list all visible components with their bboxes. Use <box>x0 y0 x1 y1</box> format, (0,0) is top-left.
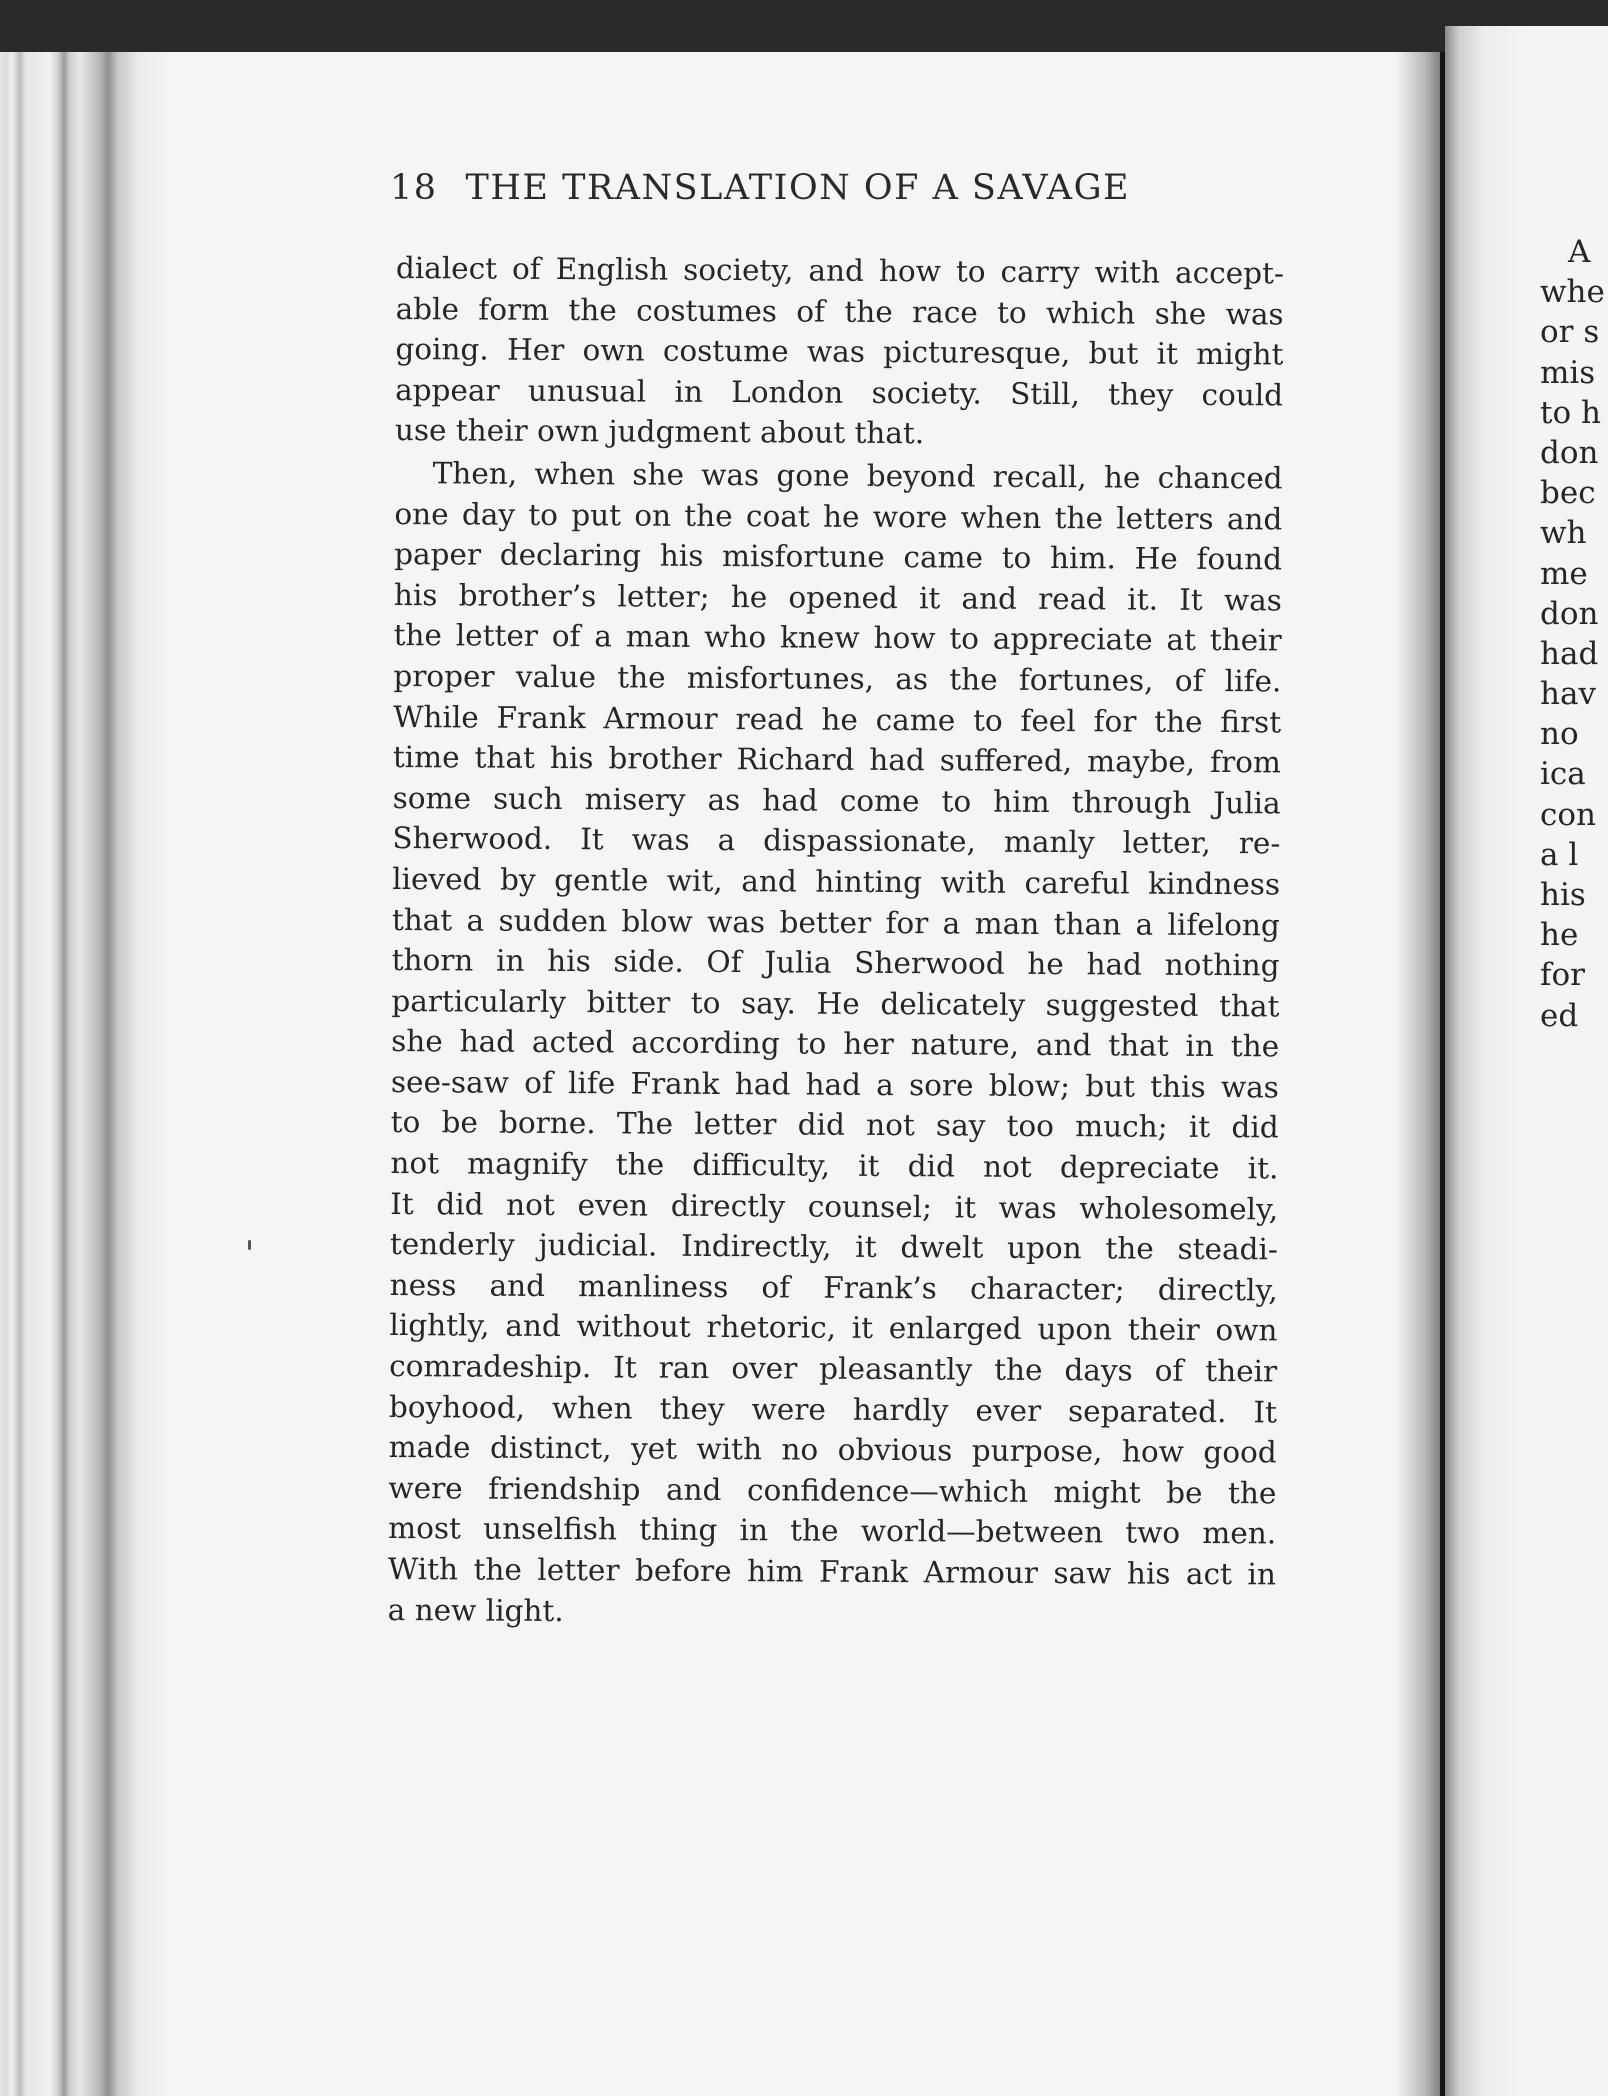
text-line: While Frank Armour read he came to feel for the first <box>393 699 1282 739</box>
text-line: to be borne. The letter did not say too much; it did <box>390 1105 1279 1145</box>
facing-page-line: no <box>1540 716 1579 753</box>
facing-page-line: to h <box>1540 394 1601 431</box>
text-line: lieved by gentle wit, and hinting with careful kindness <box>392 861 1281 902</box>
facing-page-line: whe <box>1540 274 1605 311</box>
facing-page-line: mis <box>1540 354 1596 391</box>
text-line: paper declaring his misfortune came to him. He found <box>394 537 1283 577</box>
text-line: Sherwood. It was a dispassionate, manly letter, re- <box>392 821 1281 861</box>
facing-page-line: his <box>1540 877 1586 913</box>
text-line: made distinct, yet with no obvious purpose, how good <box>388 1430 1277 1470</box>
text-line: tenderly judicial. Indirectly, it dwelt upon the steadi- <box>389 1227 1279 1267</box>
text-line: boyhood, when they were hardly ever separated. It <box>388 1389 1278 1430</box>
text-line: some such misery as had come to him through Julia <box>392 780 1281 821</box>
facing-page-line: ica <box>1540 756 1586 793</box>
text-line: able form the costumes of the race to which she was <box>395 291 1284 332</box>
page-edges <box>0 52 170 2096</box>
body-text <box>388 248 1284 1636</box>
text-line: one day to put on the coat he wore when the letters and <box>394 496 1283 536</box>
facing-page-line: don <box>1540 595 1599 632</box>
text-line: dialect of English society, and how to carry with accept- <box>395 250 1284 291</box>
facing-page-line: don <box>1540 434 1599 471</box>
text-line: use their own judgment about that. <box>394 413 925 451</box>
text-line: comradeship. It ran over pleasantly the days of their <box>389 1349 1278 1389</box>
text-line: the letter of a man who knew how to appreciate at their <box>393 618 1282 658</box>
text-line: thorn in his side. Of Julia Sherwood he had nothing <box>391 943 1280 983</box>
facing-page-line: me <box>1540 555 1588 592</box>
text-line: proper value the misfortunes, as the fortunes, of life. <box>393 658 1282 699</box>
text-line: It did not even directly counsel; it was wholesomely, <box>390 1186 1279 1227</box>
facing-page-line: a l <box>1540 836 1579 873</box>
text-line: With the letter before him Frank Armour saw his act in <box>387 1551 1277 1592</box>
text-line: his brother’s letter; he opened it and read it. It was <box>393 577 1282 618</box>
page-number: 18 <box>390 168 438 208</box>
paragraph <box>395 248 1284 456</box>
text-line: that a sudden blow was better for a man than a lifelong <box>391 902 1280 942</box>
text-line: not magnify the difficulty, it did not depreciate it. <box>390 1146 1279 1186</box>
text-line: Then, when she was gone beyond recall, he chanced <box>432 456 1283 496</box>
text-line: time that his brother Richard had suffered, maybe, from <box>392 740 1281 780</box>
facing-page-line: wh <box>1540 515 1587 552</box>
text-line: a new light. <box>387 1592 564 1628</box>
facing-page-line: he <box>1540 917 1579 954</box>
facing-page-line: for <box>1540 957 1585 994</box>
text-line: appear unusual in London society. Still, they could <box>395 372 1284 413</box>
text-line: most unselfish thing in the world—between two men. <box>388 1511 1277 1551</box>
facing-page-line: had <box>1540 635 1599 672</box>
text-line: see-saw of life Frank had had a sore blow; but this was <box>390 1064 1279 1105</box>
text-line: ness and manliness of Frank’s character; directly, <box>389 1267 1278 1308</box>
facing-page-line: con <box>1540 796 1596 833</box>
facing-page-line: A <box>1568 234 1591 270</box>
paragraph <box>388 453 1283 1636</box>
facing-page-text <box>1540 232 1608 1036</box>
scan-speck <box>248 1240 251 1250</box>
text-line: particularly bitter to say. He delicately suggested that <box>391 983 1280 1024</box>
text-line: were friendship and confidence—which might be the <box>388 1470 1277 1511</box>
text-line: lightly, and without rhetoric, it enlarged upon their own <box>389 1308 1278 1348</box>
facing-page-line: ed <box>1540 997 1579 1034</box>
text-line: going. Her own costume was picturesque, but it might <box>395 332 1284 372</box>
facing-page-line: hav <box>1540 676 1596 713</box>
facing-page-line: bec <box>1540 475 1596 512</box>
facing-page-line: or s <box>1540 314 1600 351</box>
text-line: she had acted according to her nature, and that in the <box>391 1024 1280 1064</box>
gutter-shadow <box>1395 52 1445 2096</box>
running-head <box>390 168 1290 208</box>
book-title: THE TRANSLATION OF A SAVAGE <box>465 168 1131 208</box>
